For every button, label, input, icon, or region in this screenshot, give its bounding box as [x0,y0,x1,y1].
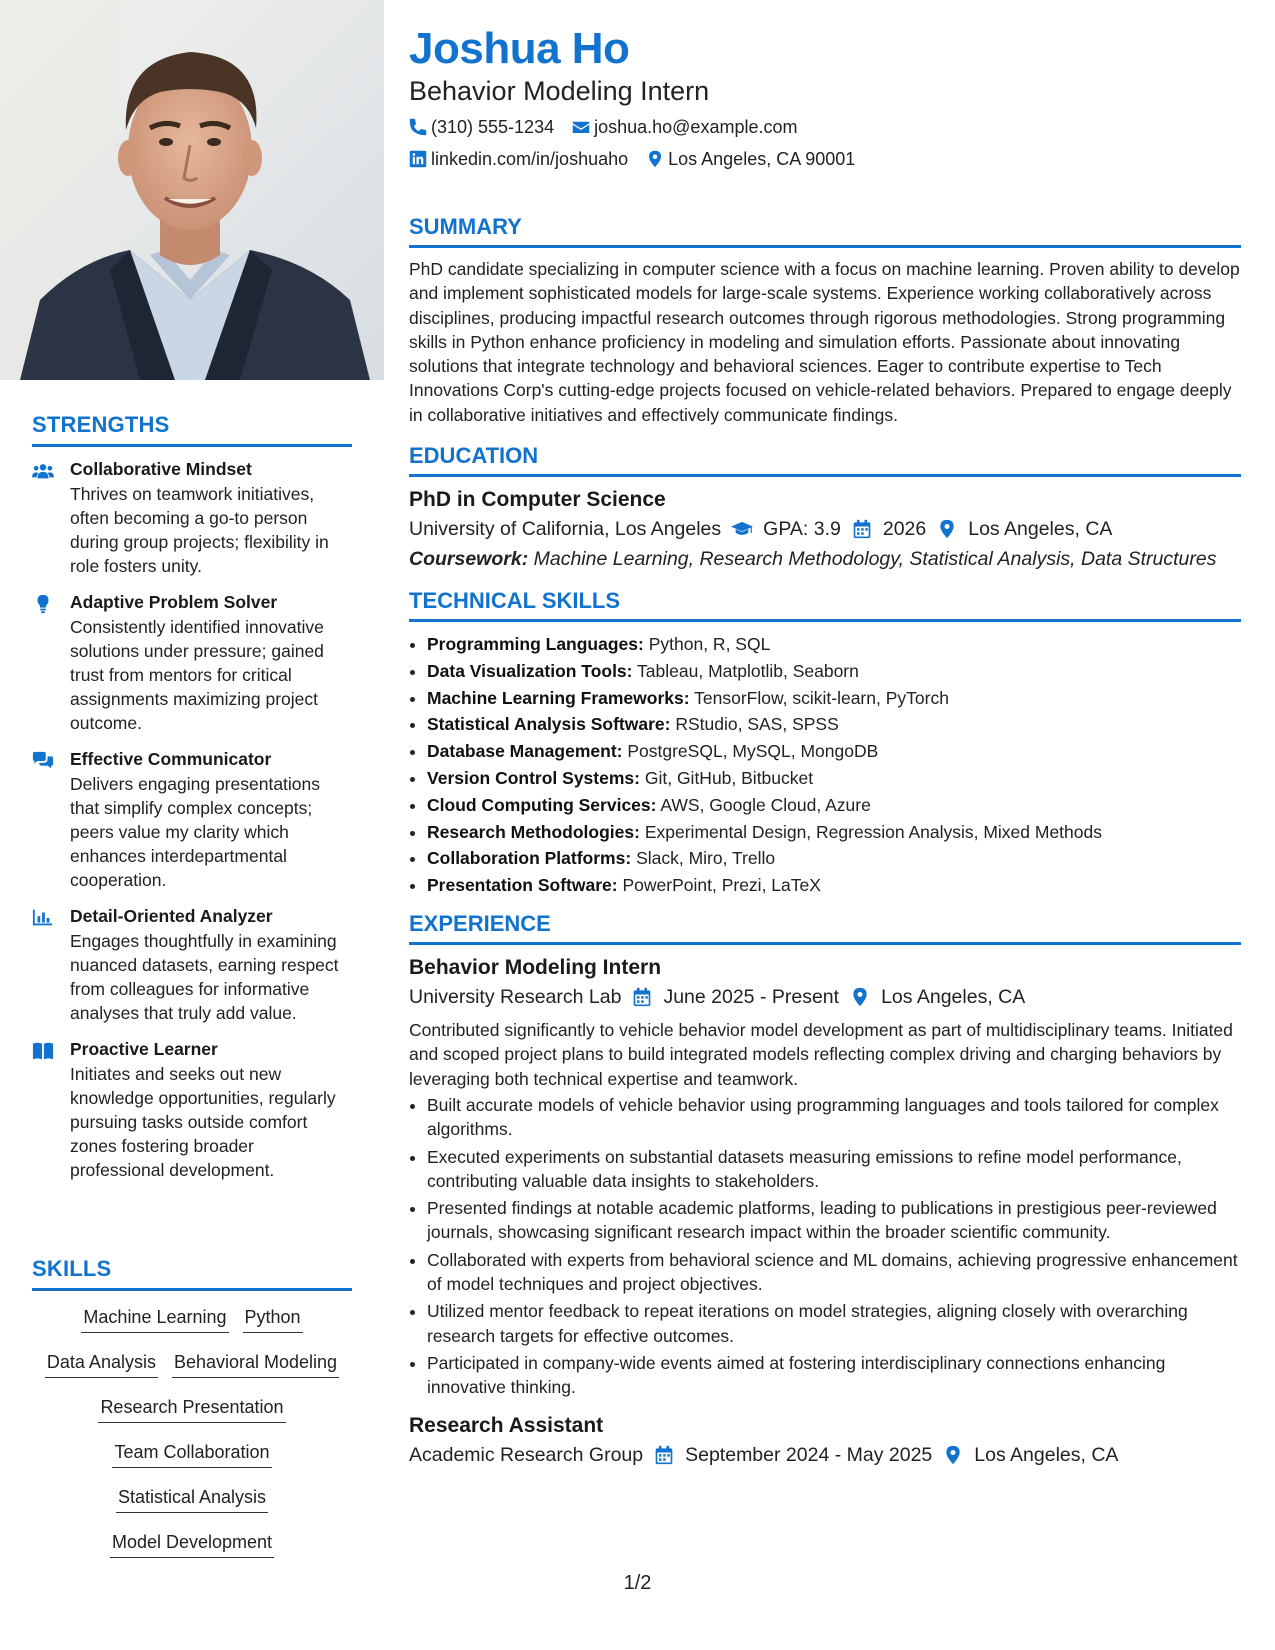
email-contact[interactable] [572,114,797,140]
list-item [427,685,1241,712]
list-item [427,738,1241,765]
strength-item [32,906,352,1025]
list-item: • Utilized mentor feedback to repeat iterations on model strategies, aligning closely with overarching research targets for effective outcomes. [427,1299,1241,1348]
candidate-role: Behavior Modeling Intern [409,76,710,106]
skill-values: Experimental Design, Regression Analysis, Mixed Methods [644,821,1102,842]
skill-values: Tableau, Matplotlib, Seaborn [637,660,859,681]
map-pin-icon [646,150,664,168]
skill-values: PostgreSQL, MySQL, MongoDB [627,741,879,762]
list-item: • Participated in company-wide events aimed at fostering interdisciplinary connections enhancing innovative thinking. [427,1351,1241,1400]
strength-title: Collaborative Mindset [70,459,252,479]
gpa-text: GPA: 3.9 [763,518,841,541]
list-item [427,792,1241,819]
linkedin-contact[interactable] [409,146,628,172]
job-meta [409,1440,1241,1470]
sidebar [0,0,384,1650]
strength-item [32,1039,352,1182]
education-heading: EDUCATION [409,443,1241,477]
map-pin-icon [849,987,871,1007]
skill-tag: Research Presentation [98,1397,285,1423]
coursework-label: Coursework: [409,548,529,571]
calendar-icon [653,1445,675,1465]
list-item [427,658,1241,685]
education-meta [409,514,1241,544]
graduation-year: 2026 [882,518,927,541]
strengths-heading: STRENGTHS [32,412,352,447]
list-item: • Collaborated with experts from behavioral science and ML domains, achieving progressive enhancement of model techniques and project objectives. [427,1248,1241,1297]
skill-category: Database Management: [427,741,623,762]
skill-values: Git, GitHub, Bitbucket [644,768,814,789]
skill-tag: Python [243,1307,303,1333]
skill-tag: Behavioral Modeling [172,1352,339,1378]
summary-heading: SUMMARY [409,214,1241,248]
location-contact [646,146,855,172]
skill-tag: Team Collaboration [112,1442,271,1468]
job-location: Los Angeles, CA [881,986,1026,1009]
job-location: Los Angeles, CA [974,1443,1119,1466]
skill-tag: Data Analysis [45,1352,158,1378]
book-icon [32,1039,70,1182]
strength-title: Detail-Oriented Analyzer [70,906,273,926]
skill-tag: Machine Learning [81,1307,228,1333]
job-title: Research Assistant [409,1413,604,1437]
users-icon [32,459,70,578]
skill-category: Presentation Software: [427,875,618,896]
skill-values: AWS, Google Cloud, Azure [660,794,871,815]
bar-chart-icon [32,906,70,1025]
location-text: Los Angeles, CA 90001 [668,149,856,169]
map-pin-icon [936,519,958,539]
list-item [427,765,1241,792]
strength-item [32,749,352,892]
strength-description: Engages thoughtfully in examining nuanced datasets, earning respect from colleagues for informative analyses that truly add value. [70,931,339,1023]
skills-heading: SKILLS [32,1256,352,1291]
strength-title: Adaptive Problem Solver [70,592,278,612]
calendar-icon [851,519,873,539]
phone-text: (310) 555-1234 [431,117,555,137]
lightbulb-icon [32,592,70,735]
skill-values: Slack, Miro, Trello [636,848,776,869]
strength-item [32,459,352,578]
summary-section [409,214,1241,427]
technical-skills-list [409,631,1241,899]
job-org: University Research Lab [409,986,622,1009]
list-item [427,711,1241,738]
job-description: Contributed significantly to vehicle behavior model development as part of multidisciplinary teams. Initiated and scoped project plans to build integrated models reflecting complex driving and charging behaviors by leveraging both technical expertise and teamwork. [409,1020,1233,1089]
list-item [427,845,1241,872]
calendar-icon [631,987,653,1007]
skill-tag: Statistical Analysis [116,1487,268,1513]
comments-icon [32,749,70,892]
linkedin-text: linkedin.com/in/joshuaho [431,149,629,169]
list-item: • Executed experiments on substantial datasets measuring emissions to refine model performance, contributing valuable data insights to stakeholders. [427,1145,1241,1194]
job-dates: June 2025 - Present [663,986,840,1009]
list-item [427,872,1241,899]
skill-category: Statistical Analysis Software: [427,714,671,735]
education-location: Los Angeles, CA [968,518,1113,541]
list-item [427,631,1241,658]
job-bullets [409,1093,1241,1400]
skill-tag: Model Development [110,1532,274,1558]
skill-values: TensorFlow, scikit-learn, PyTorch [694,687,949,708]
strength-item [32,592,352,735]
coursework [409,544,1241,574]
strength-title: Proactive Learner [70,1039,218,1059]
skill-values: PowerPoint, Prezi, LaTeX [622,875,821,896]
skill-category: Programming Languages: [427,634,644,655]
graduation-cap-icon [731,519,753,539]
list-item [427,819,1241,846]
email-text: joshua.ho@example.com [594,117,798,137]
strength-description: Delivers engaging presentations that simplify complex concepts; peers value my clarity which enhances interdepartmental cooperation. [70,774,321,890]
job-title: Behavior Modeling Intern [409,956,662,980]
job-entry [409,954,1241,1399]
job-dates: September 2024 - May 2025 [685,1443,933,1466]
experience-heading: EXPERIENCE [409,911,1241,945]
skill-category: Research Methodologies: [427,821,640,842]
envelope-icon [572,118,590,136]
skill-values: RStudio, SAS, SPSS [675,714,839,735]
phone-icon [409,118,427,136]
summary-text: PhD candidate specializing in computer science with a focus on machine learning. Proven ability to develop and implement sophisticated models for large-scale systems. Experience working collaboratively across disciplines, producing impactful research outcomes through rigorous methodologies. Strong programming skills in Python enhance proficiency in modeling and simulation efforts. Passionate about innovating solutions that integrate technology and behavioral sciences. Eager to contribute expertise to Tech Innovations Corp's cutting-edge projects focused on vehicle-related behaviors. Prepared to engage deeply in collaborative initiatives and effectively communicate findings. [409,259,1240,425]
technical-skills-section [409,588,1241,899]
phone-contact[interactable] [409,114,554,140]
skill-category: Collaboration Platforms: [427,848,632,869]
list-item: • Built accurate models of vehicle behavior using programming languages and tools tailored for complex algorithms. [427,1093,1241,1142]
list-item: • Presented findings at notable academic platforms, leading to publications in prestigious peer-reviewed journals, showcasing significant research impact within the broader scientific community. [427,1196,1241,1245]
experience-section [409,911,1241,1469]
main-column [409,22,1241,1470]
candidate-name: Joshua Ho [409,24,630,73]
coursework-text: Machine Learning, Research Methodology, Statistical Analysis, Data Structures [533,548,1217,571]
linkedin-icon [409,150,427,168]
profile-photo [0,0,384,380]
map-pin-icon [942,1445,964,1465]
education-section [409,443,1241,574]
degree-title: PhD in Computer Science [409,488,666,512]
job-meta [409,982,1241,1012]
job-org: Academic Research Group [409,1443,644,1466]
strength-description: Initiates and seeks out new knowledge opportunities, regularly pursuing tasks outside comfort zones fostering broader professional development. [70,1064,336,1180]
strength-description: Consistently identified innovative solutions under pressure; gained trust from mentors for critical assignments maximizing project outcome. [70,617,324,733]
skill-category: Machine Learning Frameworks: [427,687,690,708]
skill-category: Data Visualization Tools: [427,660,633,681]
contact-row [409,114,1241,140]
contact-row [409,146,1241,172]
strengths-section [32,412,352,1196]
skill-tags [32,1307,352,1577]
job-entry [409,1412,1241,1470]
skills-section [32,1256,352,1577]
page-number: 1/2 [623,1572,652,1594]
strength-description: Thrives on teamwork initiatives, often becoming a go-to person during group projects; flexibility in role fosters unity. [70,484,329,576]
skill-category: Cloud Computing Services: [427,794,657,815]
strength-title: Effective Communicator [70,749,272,769]
technical-skills-heading: TECHNICAL SKILLS [409,588,1241,622]
skill-values: Python, R, SQL [648,634,771,655]
skill-category: Version Control Systems: [427,768,640,789]
profile-photo-illustration [0,0,384,380]
school-name: University of California, Los Angeles [409,518,722,541]
